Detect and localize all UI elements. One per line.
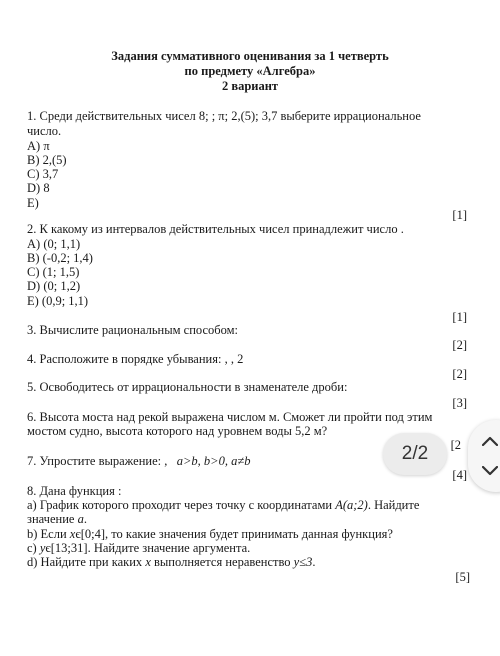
q1-option-a: A) π: [27, 139, 50, 153]
q1-option-d: D) 8: [27, 181, 50, 195]
q6-mark: [2: [450, 438, 461, 452]
q8-b-text: є[0;4], то какие значения будет принимать данная функция?: [75, 527, 393, 541]
q8-a-point: A(a;2): [335, 498, 368, 512]
q8-a-text-end: . Найдите: [367, 498, 420, 512]
q1-text: 1. Среди действительных чисел 8; ; π; 2,(5); 3,7 выберите иррациональное: [27, 109, 421, 123]
q2-option-d: D) (0; 1,2): [27, 279, 81, 293]
q1-option-e: E): [27, 196, 39, 210]
q7-label: 7. Упростите выражение: ,: [27, 454, 168, 468]
q8-d-text: выполняется неравенство: [154, 555, 291, 569]
chevron-up-icon[interactable]: [482, 436, 498, 446]
q8-mark: [5]: [455, 570, 470, 584]
q8-title: 8. Дана функция :: [27, 484, 122, 498]
q4-mark: [2]: [452, 367, 467, 381]
page-indicator: 2/2: [383, 433, 447, 475]
q8-b-prefix: b) Если: [27, 527, 67, 541]
q2-option-a: A) (0; 1,1): [27, 237, 81, 251]
q8-a-text: a) График которого проходит через точку с координатами: [27, 498, 333, 512]
q8-c-var: y: [39, 541, 46, 555]
q8-part-a: [27, 498, 419, 512]
q2-mark: [1]: [452, 310, 467, 324]
q8-d-prefix: d) Найдите при каких: [27, 555, 143, 569]
q3-text: 3. Вычислите рациональным способом:: [27, 323, 239, 337]
q7-mark: [4]: [452, 468, 467, 482]
q8-a-value-label: значение: [27, 512, 75, 526]
q3-mark: [2]: [452, 338, 467, 352]
q8-c-text: є[13;31]. Найдите значение аргумента.: [45, 541, 251, 555]
chevron-down-icon[interactable]: [482, 466, 498, 476]
header-subject: по предмету «Алгебра»: [184, 64, 316, 78]
header-title: Задания суммативного оценивания за 1 четверть: [111, 49, 389, 63]
q7-text: [27, 454, 250, 468]
q8-d-var: x: [145, 555, 151, 569]
q8-b-var: x: [69, 527, 76, 541]
q5-mark: [3]: [452, 396, 467, 410]
q1-text-cont: число.: [27, 124, 62, 138]
q2-text: 2. К какому из интервалов действительных чисел принадлежит число .: [27, 222, 404, 236]
q1-option-c: C) 3,7: [27, 167, 59, 181]
q5-text: 5. Освободитесь от иррациональности в знаменателе дроби:: [27, 380, 348, 394]
q6-text-cont: мостом судно, высота которого над уровнем воды 5,2 м?: [27, 424, 328, 438]
q4-text: 4. Расположите в порядке убывания: , , 2: [27, 352, 244, 366]
q7-condition: a>b, b>0, a≠b: [176, 454, 251, 468]
q8-part-c: [27, 541, 250, 555]
q2-option-c: C) (1; 1,5): [27, 265, 80, 279]
q8-c-prefix: c): [27, 541, 37, 555]
q8-d-inequality: y≤3: [293, 555, 313, 569]
header-variant: 2 вариант: [221, 79, 279, 93]
q8-part-a-cont: значение a.: [27, 512, 87, 526]
q2-option-e: E) (0,9; 1,1): [27, 294, 89, 308]
q1-option-b: B) 2,(5): [27, 153, 67, 167]
q1-mark: [1]: [452, 208, 467, 222]
q2-option-b: B) (-0,2; 1,4): [27, 251, 93, 265]
q8-part-b: [27, 527, 393, 541]
worksheet-header: [0, 49, 500, 94]
q8-a-var: a: [77, 512, 84, 526]
q6-text: 6. Высота моста над рекой выражена числом м. Сможет ли пройти под этим: [27, 410, 433, 424]
q8-part-d: d) Найдите при каких x выполняется неравенство y≤3.: [27, 555, 316, 569]
